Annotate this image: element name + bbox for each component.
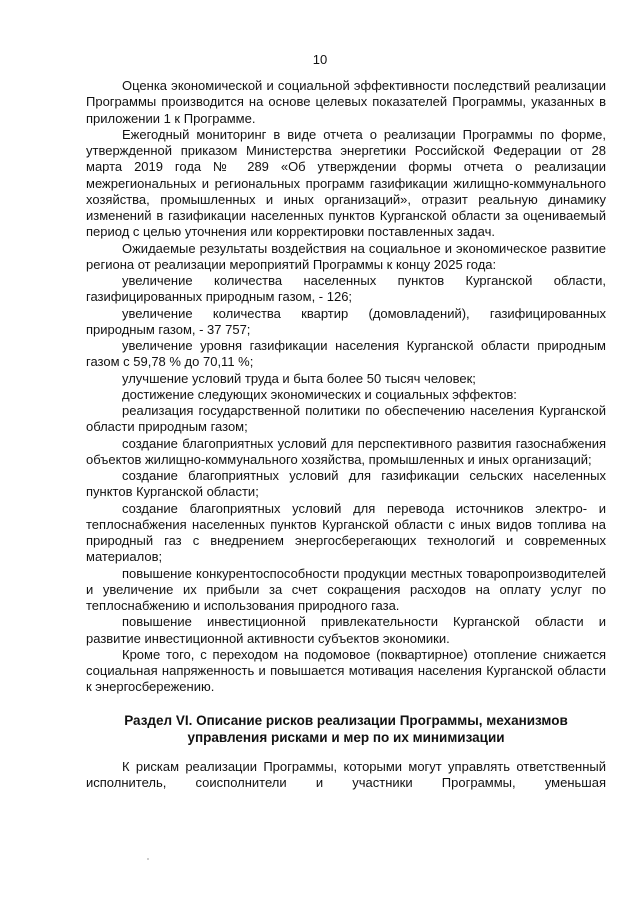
list-item-rural-gasification: создание благоприятных условий для газификации сельских населенных пунктов Курганской области; (86, 468, 606, 500)
list-item-energy-source-transfer: создание благоприятных условий для перевода источников электро- и теплоснабжения населенных пунктов Курганской области с иных видов топлива на природный газ с внедрением энергосберегающих технологий и современных материалов; (86, 500, 606, 565)
list-item-settlements-gasified: увеличение количества населенных пунктов Курганской области, газифицированных природным газом, - 126; (86, 273, 606, 305)
paragraph-annual-monitoring: Ежегодный мониторинг в виде отчета о реализации Программы по форме, утвержденной приказом Министерства энергетики Российской Федерации от 28 марта 2019 года № 289 «Об утверждении формы отчета о реализации межрегиональных и региональных программ газификации жилищно-коммунального хозяйства, промышленных и иных организаций», отразит реальную динамику изменений в газификации населенных пунктов Курганской области за оцениваемый период с целью уточнения или корректировки поставленных задач. (86, 126, 606, 240)
paragraph-expected-results: Ожидаемые результаты воздействия на социальное и экономическое развитие региона от реализации мероприятий Программы к концу 2025 года: (86, 240, 606, 272)
page-number: 10 (312, 52, 328, 67)
list-item-living-conditions: улучшение условий труда и быта более 50 тысяч человек; (122, 370, 476, 386)
list-item-competitiveness: повышение конкурентоспособности продукции местных товаропроизводителей и увеличение их прибыли за счет сокращения расходов на оплату услуг по теплоснабжению и использования природного газа. (86, 565, 606, 613)
list-item-gas-supply-development: создание благоприятных условий для перспективного развития газоснабжения объектов жилищно-коммунального хозяйства, промышленных и иных организаций; (86, 435, 606, 467)
list-item-state-policy: реализация государственной политики по обеспечению населения Курганской области природным газом; (86, 403, 606, 435)
list-item-effects-intro: достижение следующих экономических и социальных эффектов: (122, 386, 517, 402)
scan-speck (147, 858, 149, 860)
list-item-gasification-level: увеличение уровня газификации населения Курганской области природным газом с 59,78 % до 70,11 %; (86, 338, 606, 370)
list-item-investment-attractiveness: повышение инвестиционной привлекательности Курганской области и развитие инвестиционной активности субъектов экономики. (86, 614, 606, 646)
paragraph-risks-intro: К рискам реализации Программы, которыми могут управлять ответственный исполнитель, соисполнители и участники Программы, уменьшая (86, 758, 606, 790)
document-body (86, 78, 606, 791)
section-title (86, 712, 606, 746)
section-title-line-1: Раздел VI. Описание рисков реализации Программы, механизмов (124, 712, 568, 728)
list-item-apartments-gasified: увеличение количества квартир (домовладений), газифицированных природным газом, - 37 757; (86, 305, 606, 337)
paragraph-social-tension: Кроме того, с переходом на подомовое (поквартирное) отопление снижается социальная напряженность и повышается мотивация населения Курганской области к энергосбережению. (86, 646, 606, 695)
paragraph-efficiency-assessment: Оценка экономической и социальной эффективности последствий реализации Программы производится на основе целевых показателей Программы, указанных в приложении 1 к Программе. (86, 78, 606, 126)
section-title-line-2: управления рисками и мер по их минимизации (187, 729, 505, 745)
